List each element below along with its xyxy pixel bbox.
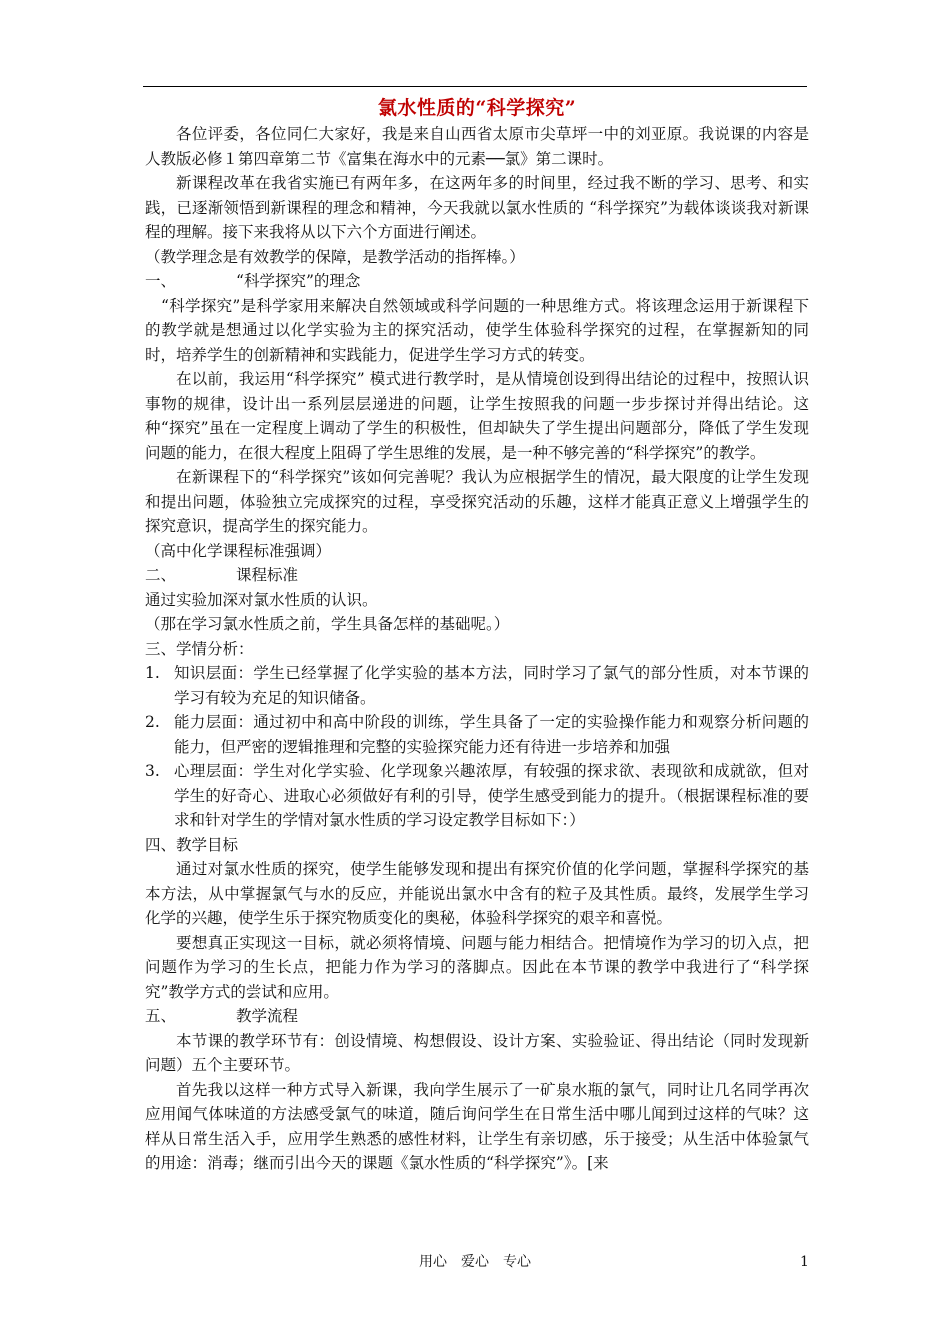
list-item-number: 2. — [145, 713, 160, 731]
document-body — [145, 95, 809, 1176]
paragraph-steps: 本节课的教学环节有：创设情境、构想假设、设计方案、实验验证、得出结论（同时发现新问题）五个主要环节。 — [145, 1031, 809, 1074]
list-item-text: 能力层面：通过初中和高中阶段的训练，学生具备了一定的实验操作能力和观察分析问题的能力，但严密的逻辑推理和完整的实验探究能力还有待进一步培养和加强 — [174, 713, 809, 756]
section-1-number: 一、 — [145, 272, 177, 290]
list-item-number: 1. — [145, 664, 160, 682]
section-heading-2 — [145, 563, 809, 588]
section-5-title: 教学流程 — [236, 1007, 299, 1025]
paragraph-approach: 要想真正实现这一目标，就必须将情境、问题与能力相结合。把情境作为学习的切入点，把问题作为学习的生长点，把能力作为学习的落脚点。因此在本节课的教学中我进行了“科学探究”教学方式的尝试和应用。 — [145, 933, 809, 1001]
section-heading-4: 四、教学目标 — [145, 835, 239, 854]
section-2-number: 二、 — [145, 566, 177, 584]
list-item — [145, 710, 809, 759]
document-title: 氯水性质的“科学探究” — [377, 97, 577, 119]
section-heading-1 — [145, 269, 809, 294]
section-1-title: “科学探究”的理念 — [236, 272, 361, 290]
paragraph-introduction-activity: 首先我以这样一种方式导入新课，我向学生展示了一矿泉水瓶的氯气，同时让几名同学再次应用闻气体味道的方法感受氯气的味道，随后询问学生在日常生活中哪儿闻到过这样的气味？这样从日常生活入手，应用学生熟悉的感性材料，让学生有亲切感，乐于接受；从生活中体验氯气的用途：消毒；继而引出今天的课题《氯水性质的“科学探究”》。[来 — [145, 1080, 809, 1172]
section-2-title: 课程标准 — [236, 566, 299, 584]
section-heading-3: 三、学情分析： — [145, 639, 254, 658]
header-rule — [143, 86, 807, 87]
paragraph-intro: 各位评委，各位同仁大家好，我是来自山西省太原市尖草坪一中的刘亚原。我说课的内容是人教版必修１第四章第二节《富集在海水中的元素──氯》第二课时。 — [145, 125, 809, 168]
list-item-number: 3. — [145, 762, 160, 780]
list-item-text: 知识层面：学生已经掌握了化学实验的基本方法，同时学习了氯气的部分性质，对本节课的学习有较为充足的知识储备。 — [174, 664, 809, 707]
section-heading-5 — [145, 1004, 809, 1029]
list-item-text: 心理层面：学生对化学实验、化学现象兴趣浓厚，有较强的探求欲、表现欲和成就欲，但对学生的好奇心、进取心必须做好有利的引导，使学生感受到能力的提升。（根据课程标准的要求和针对学生的学情对氯水性质的学习设定教学目标如下：） — [174, 762, 809, 829]
note-student-basis: （那在学习氯水性质之前，学生具备怎样的基础呢。） — [145, 615, 510, 633]
paragraph-previous-practice: 在以前，我运用“科学探究” 模式进行教学时，是从情境创设到得出结论的过程中，按照认识事物的规律，设计出一系列层层递进的问题，让学生按照我的问题一步步探讨并得出结论。这种“探究”虽在一定程度上调动了学生的积极性，但却缺失了学生提出问题部分，降低了学生发现问题的能力，在很大程度上阻碍了学生思维的发展，是一种不够完善的“科学探究”的教学。 — [145, 370, 809, 462]
paragraph-objectives: 通过对氯水性质的探究，使学生能够发现和提出有探究价值的化学问题，掌握科学探究的基本方法，从中掌握氯气与水的反应，并能说出氯水中含有的粒子及其性质。最终，发展学生学习化学的兴趣，使学生乐于探究物质变化的奥秘，体验科学探究的艰辛和喜悦。 — [145, 860, 809, 927]
page-number: 1 — [800, 1254, 809, 1270]
note-curriculum-standard: （高中化学课程标准强调） — [145, 541, 332, 560]
list-item — [145, 759, 809, 833]
paragraph-improvement: 在新课程下的“科学探究”该如何完善呢？我认为应根据学生的情况，最大限度的让学生发现和提出问题，体验独立完成探究的过程，享受探究活动的乐趣，这样才能真正意义上增强学生的探究意识，提高学生的探究能力。 — [145, 468, 809, 535]
paragraph-reform: 新课程改革在我省实施已有两年多，在这两年多的时间里，经过我不断的学习、思考、和实践，已逐渐领悟到新课程的理念和精神，今天我就以氯水性质的 “科学探究”为载体谈谈我对新课程的理解。接下来我将从以下六个方面进行阐述。 — [145, 174, 809, 241]
section-5-number: 五、 — [145, 1007, 177, 1025]
footer-motto: 用心 爱心 专心 — [419, 1254, 531, 1270]
paragraph-standard: 通过实验加深对氯水性质的认识。 — [145, 590, 378, 609]
list-item — [145, 661, 809, 710]
note-teaching-philosophy: （教学理念是有效教学的保障，是教学活动的指挥棒。） — [145, 247, 525, 266]
paragraph-inquiry-concept: “科学探究”是科学家用来解决自然领域或科学问题的一种思维方式。将该理念运用于新课程下的教学就是想通过以化学实验为主的探究活动，使学生体验科学探究的过程，在掌握新知的同时，培养学生的创新精神和实践能力，促进学生学习方式的转变。 — [145, 296, 809, 364]
